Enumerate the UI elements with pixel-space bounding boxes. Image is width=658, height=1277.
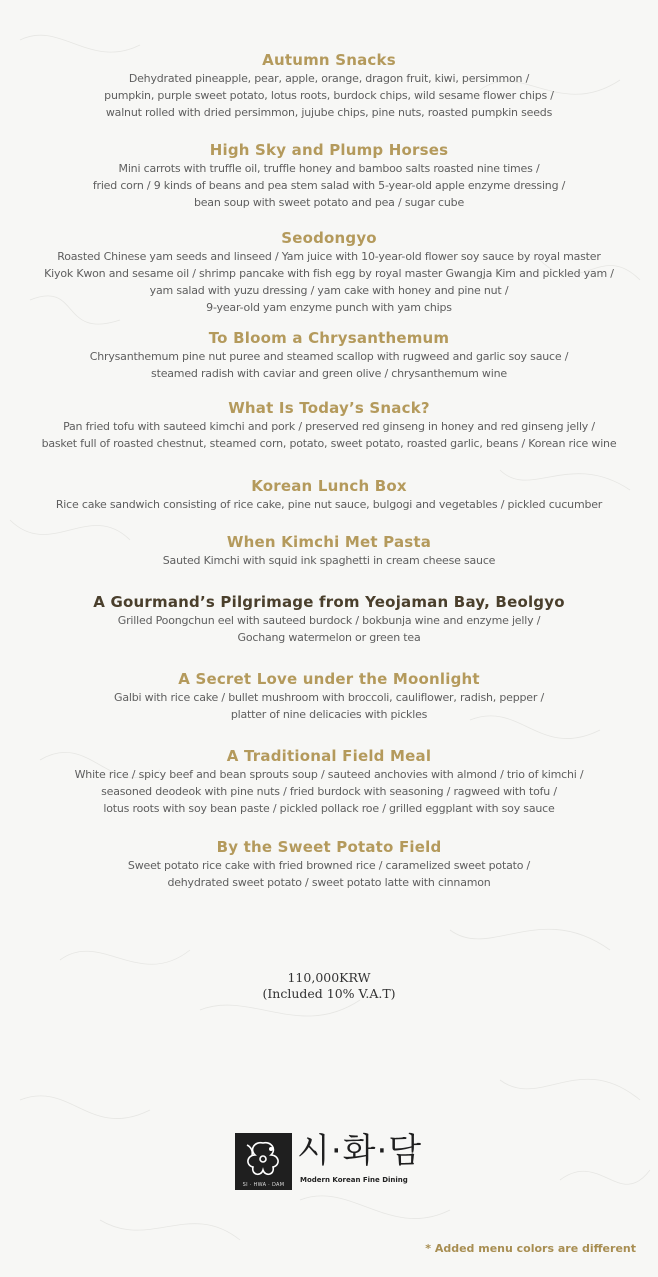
course-autumn-snacks	[0, 50, 658, 121]
vat-note: (Included 10% V.A.T)	[262, 986, 396, 1001]
course-line: Sweet potato rice cake with fried browned rice / caramelized sweet potato /	[127, 859, 531, 872]
course-line: Sauted Kimchi with squid ink spaghetti in cream cheese sauce	[162, 554, 496, 567]
course-title: High Sky and Plump Horses	[209, 141, 449, 159]
course-line: Galbi with rice cake / bullet mushroom with broccoli, cauliflower, radish, pepper /	[114, 691, 544, 704]
course-high-sky	[0, 140, 658, 211]
course-secret-love	[0, 669, 658, 723]
course-line: basket full of roasted chestnut, steamed corn, potato, sweet potato, roasted garlic, beans / Korean rice wine	[41, 437, 617, 450]
course-title: Autumn Snacks	[262, 51, 396, 69]
price-amount: 110,000KRW	[287, 970, 371, 985]
course-line: Gochang watermelon or green tea	[237, 631, 421, 644]
course-title: A Gourmand’s Pilgrimage from Yeojaman Bay, Beolgyo	[93, 593, 565, 611]
logo-romanized: SI · HWA · DAM	[242, 1182, 285, 1188]
course-line: Pan fried tofu with sauteed kimchi and pork / preserved red ginseng in honey and red ginseng jelly /	[63, 420, 595, 433]
course-line: bean soup with sweet potato and pea / sugar cube	[193, 196, 465, 209]
course-line: Dehydrated pineapple, pear, apple, orange, dragon fruit, kiwi, persimmon /	[128, 72, 530, 85]
course-title: A Secret Love under the Moonlight	[178, 670, 480, 688]
course-line: Kiyok Kwon and sesame oil / shrimp pancake with fish egg by royal master Gwangja Kim and pickled yam /	[44, 267, 614, 280]
logo-korean-name: 시·화·담	[297, 1131, 423, 1171]
course-title: When Kimchi Met Pasta	[226, 533, 432, 551]
course-seodongyo	[0, 228, 658, 316]
course-line: Rice cake sandwich consisting of rice cake, pine nut sauce, bulgogi and vegetables / pickled cucumber	[55, 498, 603, 511]
course-field-meal	[0, 746, 658, 817]
course-title: What Is Today’s Snack?	[228, 399, 430, 417]
course-line: walnut rolled with dried persimmon, jujube chips, pine nuts, roasted pumpkin seeds	[105, 106, 553, 119]
course-line: 9-year-old yam enzyme punch with yam chips	[206, 301, 452, 314]
course-line: fried corn / 9 kinds of beans and pea stem salad with 5-year-old apple enzyme dressing /	[92, 179, 566, 192]
course-chrysanthemum	[0, 328, 658, 382]
course-line: pumpkin, purple sweet potato, lotus roots, burdock chips, wild sesame flower chips /	[104, 89, 554, 102]
course-line: dehydrated sweet potato / sweet potato latte with cinnamon	[167, 876, 491, 889]
course-line: Chrysanthemum pine nut puree and steamed scallop with rugweed and garlic soy sauce /	[89, 350, 569, 363]
logo-tagline: Modern Korean Fine Dining	[300, 1176, 408, 1184]
logo-emblem	[235, 1133, 292, 1190]
course-line: Grilled Poongchun eel with sauteed burdock / bokbunja wine and enzyme jelly /	[117, 614, 541, 627]
course-title: A Traditional Field Meal	[226, 747, 432, 765]
course-title: By the Sweet Potato Field	[216, 838, 442, 856]
course-line: seasoned deodeok with pine nuts / fried burdock with seasoning / ragweed with tofu /	[101, 785, 557, 798]
course-line: lotus roots with soy bean paste / pickled pollack roe / grilled eggplant with soy sauce	[103, 802, 555, 815]
course-title: Seodongyo	[281, 229, 377, 247]
price-block	[0, 970, 658, 1002]
course-title: Korean Lunch Box	[251, 477, 407, 495]
course-title: To Bloom a Chrysanthemum	[208, 329, 450, 347]
footnote: * Added menu colors are different	[425, 1242, 636, 1255]
brand-logo	[235, 1133, 435, 1193]
course-line: Roasted Chinese yam seeds and linseed / Yam juice with 10-year-old flower soy sauce by royal master	[57, 250, 601, 263]
course-line: yam salad with yuzu dressing / yam cake with honey and pine nut /	[149, 284, 509, 297]
course-todays-snack	[0, 398, 658, 452]
course-line: platter of nine delicacies with pickles	[230, 708, 428, 721]
course-gourmand-pilgrimage	[0, 592, 658, 646]
course-lunch-box	[0, 476, 658, 513]
course-line: White rice / spicy beef and bean sprouts soup / sauteed anchovies with almond / trio of kimchi /	[74, 768, 584, 781]
course-kimchi-pasta	[0, 532, 658, 569]
course-line: Mini carrots with truffle oil, truffle honey and bamboo salts roasted nine times /	[118, 162, 540, 175]
course-sweet-potato	[0, 837, 658, 891]
course-line: steamed radish with caviar and green olive / chrysanthemum wine	[151, 367, 507, 380]
